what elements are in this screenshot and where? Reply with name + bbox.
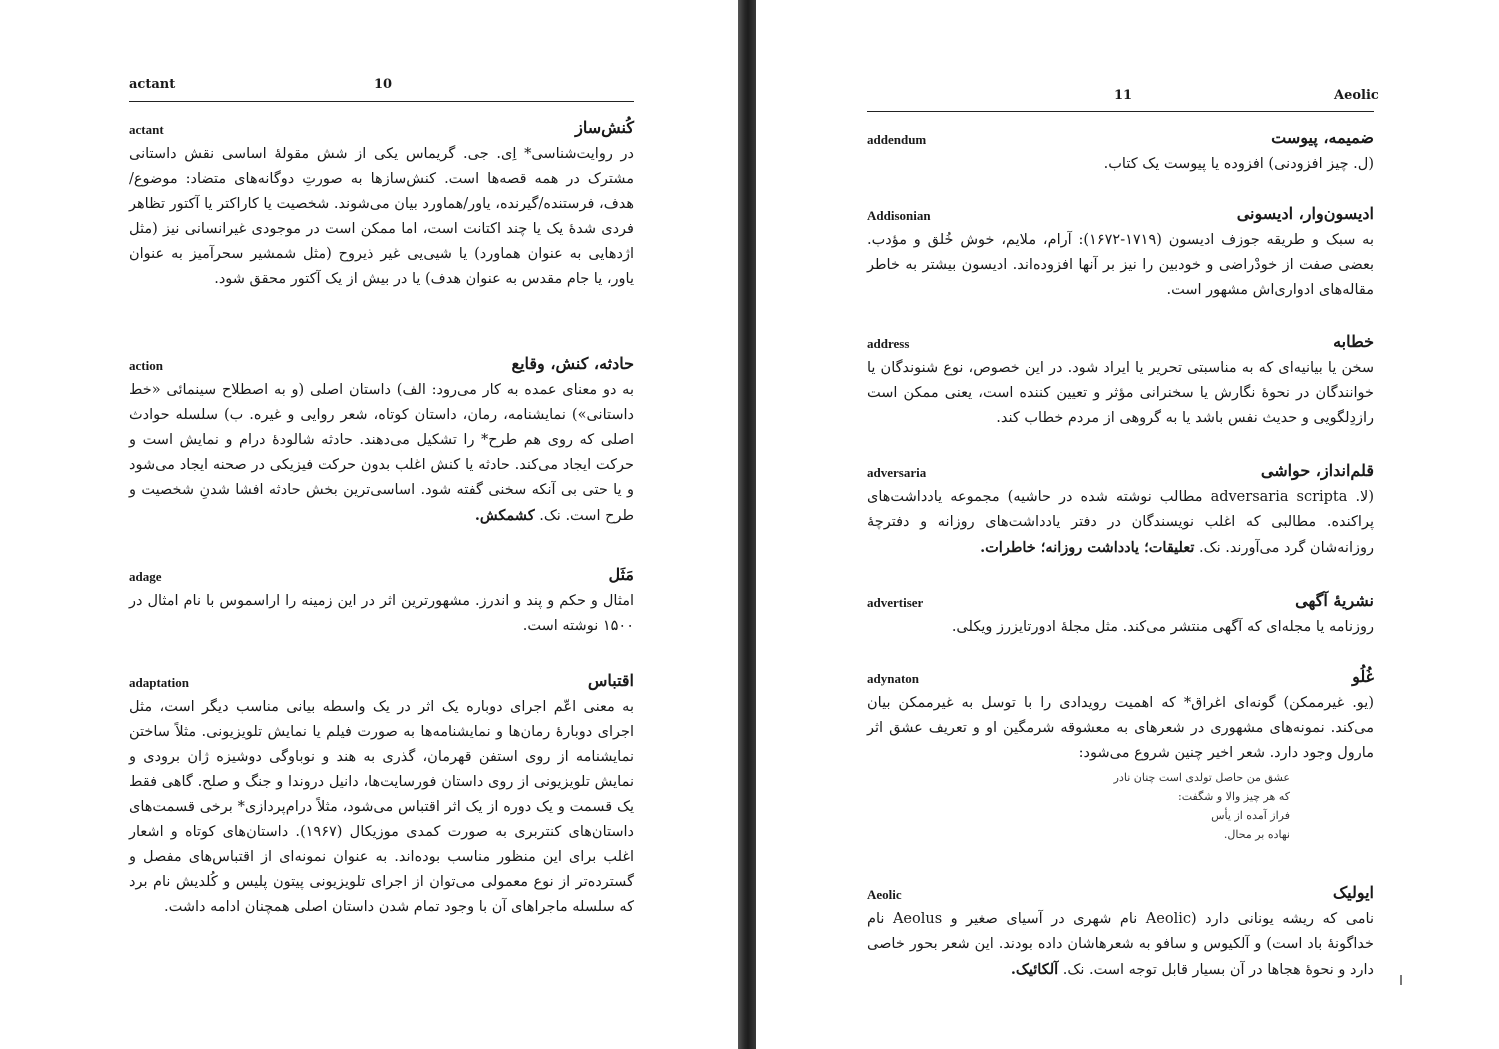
entry-term-fa: ایولیک [1332, 883, 1374, 902]
entry-term-en: action [129, 358, 163, 373]
entry-term-fa: خطابه [1333, 332, 1374, 351]
running-head-term: actant [129, 77, 176, 92]
entry-aeolic [867, 883, 1374, 983]
entry-definition: امثال و حکم و پند و اندرز. مشهورترین اثر در این زمینه را اراسموس با نام امثال در ۱۵۰۰ نوشته است. [129, 593, 634, 634]
verse-quotation [867, 768, 1374, 844]
entry-term-fa: کُنش‌ساز [575, 118, 634, 137]
entry-term-fa: حادثه، کنش، وقایع [511, 354, 634, 373]
entry-definition: (یو. غیرممکن) گونه‌ای اغراق* که اهمیت رویدادی را با توسل به غیرممکن بیان می‌کند. نمونه‌های مشهوری در شعرهای به معشوقه شرمگین او و تعریف عشق اثر مارول وجود دارد. شعر اخیر چنین شروع می‌شود: [867, 695, 1374, 761]
entry-term-en: adaptation [129, 675, 189, 690]
entry-adversaria [867, 461, 1374, 561]
right-page [756, 0, 1499, 1049]
entry-definition: (ل. چیز افزودنی) افزوده یا پیوست یک کتاب. [1103, 156, 1374, 172]
entry-term-en: adynaton [867, 671, 920, 686]
entry-definition: به معنی اعّم اجرای دوباره یک اثر در یک واسطه بیانی مناسب دیگر است، مثل اجرای دوبارهٔ رمان‌ها و نمایشنامه‌ها به صورت فیلم یا نمایش تلویزیونی. مثلاً ساختن نمایشنامه از روی استفن قهرمان، گذری به هند و نوباوگی دوشیزه ژان برودی و نمایش تلویزیونی از روی داستان فورسایت‌ها، دانیل دروندا و جنگ و صلح. گاهی فقط یک قسمت و یک دوره از یک اثر اقتباس می‌شود، مثلاً درام‌پردازی* برخی قسمت‌های داستان‌های کنتربری به صورت کمدی موزیکال (۱۹۶۷). داستان‌های کوتاه و اشعار اغلب برای این منظور مناسب بوده‌اند. به عنوان نمونه‌ای از اقتباس‌های مفصل و گسترده‌تر از نوع معمولی می‌توان از اجرای تلویزیونی پیتون پلیس و کُلدیش نام برد که سلسله ماجراهای آن با وجود تمام شدن داستان اصلی همچنان ادامه داشت. [129, 699, 634, 915]
entry-term-fa: اقتباس [587, 671, 634, 690]
entry-definition: سخن یا بیانیه‌ای که به مناسبتی تحریر یا ایراد شود. در این خصوص، نوع شنوندگان یا خوانندگان در نحوهٔ نگارش یا سخنرانی مؤثر و تعیین کننده است، یعنی ممکن است رازدِلگویی و حدیث نفس باشد یا به گروهی از مردم خطاب کند. [867, 360, 1374, 426]
entry-definition: به سبک و طریقه جوزف ادیسون (۱۷۱۹-۱۶۷۲): آرام، ملایم، خوش خُلق و مؤدب. بعضی صفت از خودْراضی و خودبین را نیز بر آنها افزوده‌اند. ادیسون بیشتر به خاطر مقاله‌های ادواری‌اش مشهور است. [867, 232, 1374, 298]
entry-adynaton [867, 667, 1374, 844]
entry-advertiser [867, 591, 1374, 640]
definition-text: به دو معنای عمده به کار می‌رود: الف) داستان اصلی (و به اصطلاح سینمائی «خط داستانی») نمایشنامه، رمان، داستان کوتاه، شعر روایی و غیره. ب) سلسله حوادث اصلی که روی هم طرح* را تشکیل می‌دهند. حادثه شالودهٔ درام و نمایش است و حرکت ایجاد می‌کند. حادثه یا کنش اغلب بدون حرکت فیزیکی در صحنه ایجاد می‌شود و یا حتی بی آنکه سخنی گفته شود. اساسی‌ترین بخش حادثه افشا شدنِ شخصیت و طرح است. نک. [129, 382, 634, 524]
verse-line: عشق من حاصل تولدی است چنان نادر [1113, 771, 1290, 784]
cross-reference: کشمکش. [474, 507, 535, 524]
entry-definition: روزنامه یا مجله‌ای که آگهی منتشر می‌کند. مثل مجلهٔ ادورتایزرز ویکلی. [951, 619, 1374, 635]
entry-addisonian [867, 204, 1374, 303]
running-head-term: Aeolic [1334, 88, 1379, 103]
entry-term-en: Aeolic [867, 887, 902, 902]
entry-term-en: advertiser [867, 595, 924, 610]
verse-line: فراز آمده از یأس [1211, 809, 1290, 822]
entry-definition [867, 485, 1374, 561]
entry-adage [129, 565, 634, 639]
entry-term-en: adage [129, 569, 162, 584]
entry-address [867, 332, 1374, 431]
entry-definition [129, 378, 634, 529]
verse-line: که هر چیز والا و شگفت: [1178, 790, 1290, 803]
entry-term-fa: مَثَل [608, 565, 634, 584]
entry-term-fa: نشریهٔ آگهی [1295, 591, 1374, 610]
header-rule [129, 101, 634, 102]
entry-adaptation [129, 671, 634, 920]
entry-definition [867, 907, 1374, 983]
verse-line: نهاده بر محال. [1223, 828, 1290, 841]
entry-term-en: Addisonian [867, 208, 931, 223]
page-number: 11 [1114, 88, 1133, 103]
definition-text: (لا. adversaria scripta مطالب نوشته شده در حاشیه) مجموعه یادداشت‌های پراکنده. مطالبی که اغلب نویسندگان در دفتر یادداشت‌های روزانه و دفترچهٔ روزانه‌شان گرد می‌آورند. نک. [867, 489, 1374, 556]
left-page [0, 0, 738, 1049]
entry-term-fa: غُلُو [1352, 667, 1374, 686]
entry-action [129, 354, 634, 529]
page-number: 10 [374, 77, 393, 92]
entry-term-en: address [867, 336, 910, 351]
entry-definition: در روایت‌شناسی* اِی. جی. گریماس یکی از شش مقولهٔ اساسی نقش داستانی مشترک در همه قصه‌ها است. کنش‌سازها به صورتِ دوگانه‌های متضاد: موضوع/هدف، فرستنده/گیرنده، یاور/هماورد بیان می‌شوند. شخصیت یا کاراکتر یا آکتور تظاهر فردی شدهٔ یک یا چند اکتانت است، اما ممکن است در موجودی غیرانسانی نیز (مثل اژدهایی به عنوان هماورد) یا شیی‌یی غیر ذیروح (مثل شمشیر سحرآمیز به عنوان یاور، یا جام مقدس به عنوان هدف) یا در بیش از یک آکتور محقق شود. [129, 146, 634, 287]
cross-reference: آلکائیک. [1010, 961, 1059, 978]
entry-term-en: addendum [867, 132, 927, 147]
cross-reference: تعلیقات؛ یادداشت روزانه؛ خاطرات. [980, 539, 1195, 556]
entry-term-fa: ادیسون‌وار، ادیسونی [1236, 204, 1374, 223]
definition-text: نامی که ریشه یونانی دارد (Aeolic نام شهری در آسیای صغیر و Aeolus نام خداگونهٔ باد است) و آلکیوس و سافو به شعرهاشان داده بودند. این شعر بحور خاصی دارد و نحوهٔ هجاها در آن بسیار قابل توجه است. نک. [867, 911, 1375, 978]
entry-term-en: adversaria [867, 465, 927, 480]
entry-term-en: actant [129, 122, 164, 137]
margin-mark [1400, 975, 1402, 985]
book-spine [738, 0, 756, 1049]
entry-addendum [867, 128, 1374, 177]
header-rule [867, 111, 1374, 112]
entry-term-fa: ضمیمه، پیوست [1271, 128, 1374, 147]
entry-actant [129, 118, 634, 292]
entry-term-fa: قلم‌انداز، حواشی [1260, 461, 1374, 480]
